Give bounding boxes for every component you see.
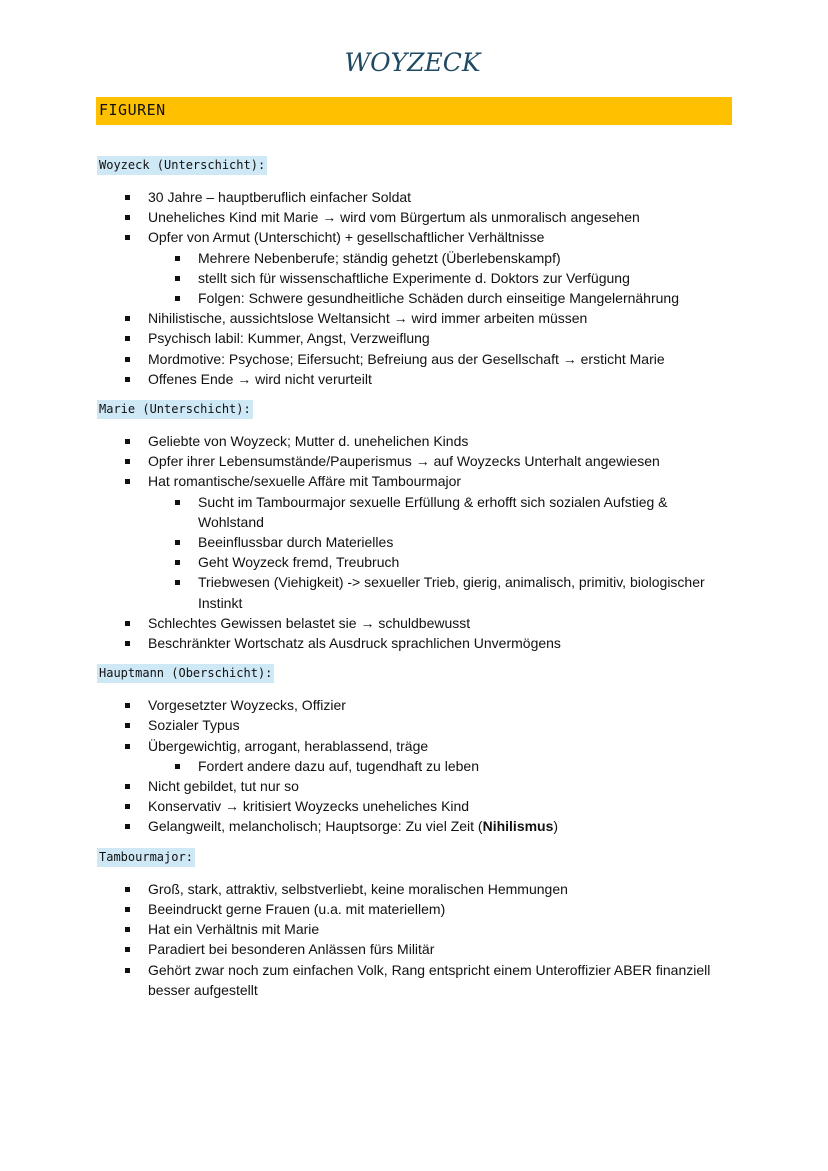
item-text: Mehrere Nebenberufe; ständig gehetzt (Überlebenskampf) — [198, 249, 561, 266]
item-text: Gehört zwar noch zum einfachen Volk, Rang entspricht einem Unteroffizier ABER finanziell besser aufgestellt — [148, 961, 711, 998]
document-content — [97, 156, 737, 1011]
item-text: Opfer von Armut (Unterschicht) + gesellschaftlicher Verhältnisse — [148, 229, 545, 246]
item-text: Hat ein Verhältnis mit Marie — [148, 921, 320, 938]
sub-list-item — [97, 268, 737, 288]
item-text: Hat romantische/sexuelle Affäre mit Tambourmajor — [148, 473, 462, 490]
section-marie — [97, 400, 737, 653]
list-item — [97, 431, 737, 451]
section-heading: Hauptmann (Oberschicht): — [97, 664, 274, 683]
item-text: Beeinflussbar durch Materielles — [198, 534, 394, 551]
bullet-list — [97, 695, 737, 836]
list-item — [97, 451, 737, 471]
list-item — [97, 613, 737, 633]
bullet-list — [97, 431, 737, 653]
bullet-list — [97, 187, 737, 389]
item-text: Geliebte von Woyzeck; Mutter d. unehelichen Kinds — [148, 433, 469, 450]
document-title — [0, 48, 720, 77]
bullet-list — [97, 879, 737, 1000]
sub-list-item — [97, 248, 737, 268]
section-heading: Marie (Unterschicht): — [97, 400, 253, 419]
sub-list-item — [97, 492, 737, 532]
list-item — [97, 919, 737, 939]
item-text: Groß, stark, attraktiv, selbstverliebt, keine moralischen Hemmungen — [148, 880, 568, 897]
list-item — [97, 960, 737, 1000]
list-item — [97, 939, 737, 959]
item-text: Sozialer Typus — [148, 717, 240, 734]
item-text: Paradiert bei besonderen Anlässen fürs Militär — [148, 941, 435, 958]
list-item — [97, 471, 737, 491]
section-hauptmann — [97, 664, 737, 836]
item-text: Geht Woyzeck fremd, Treubruch — [198, 554, 400, 571]
item-text: Offenes Ende → wird nicht verurteilt — [148, 370, 372, 387]
item-text: Vorgesetzter Woyzecks, Offizier — [148, 697, 346, 714]
item-text: Übergewichtig, arrogant, herablassend, träge — [148, 737, 429, 754]
item-text: Nicht gebildet, tut nur so — [148, 778, 299, 795]
section-bar — [96, 97, 732, 125]
list-item — [97, 879, 737, 899]
item-text: Triebwesen (Viehigkeit) -> sexueller Trieb, gierig, animalisch, primitiv, biologischer Instinkt — [198, 574, 705, 611]
list-item — [97, 899, 737, 919]
item-text: Uneheliches Kind mit Marie → wird vom Bürgertum als unmoralisch angesehen — [148, 209, 640, 226]
list-item — [97, 633, 737, 653]
item-bold-text: Nihilismus — [482, 818, 554, 835]
list-item — [97, 796, 737, 816]
item-text: stellt sich für wissenschaftliche Experimente d. Doktors zur Verfügung — [198, 269, 630, 286]
section-heading: Tambourmajor: — [97, 848, 195, 867]
section-woyzeck — [97, 156, 737, 389]
item-text: Psychisch labil: Kummer, Angst, Verzweiflung — [148, 330, 430, 347]
list-item — [97, 776, 737, 796]
item-text: Nihilistische, aussichtslose Weltansicht → wird immer arbeiten müssen — [148, 310, 588, 327]
list-item — [97, 715, 737, 735]
list-item — [97, 227, 737, 247]
item-text: Gelangweilt, melancholisch; Hauptsorge: Zu viel Zeit ( — [148, 818, 483, 835]
item-text-after: ) — [553, 818, 559, 835]
list-item — [97, 369, 737, 389]
list-item — [97, 736, 737, 756]
item-text: Sucht im Tambourmajor sexuelle Erfüllung & erhofft sich sozialen Aufstieg & Wohlstand — [198, 493, 668, 530]
sub-list-item — [97, 552, 737, 572]
list-item — [97, 187, 737, 207]
list-item — [97, 816, 737, 836]
item-text: Schlechtes Gewissen belastet sie → schuldbewusst — [148, 614, 471, 631]
item-text: Beeindruckt gerne Frauen (u.a. mit materiellem) — [148, 900, 446, 917]
item-text: Folgen: Schwere gesundheitliche Schäden durch einseitige Mangelernährung — [198, 290, 679, 307]
item-text: 30 Jahre – hauptberuflich einfacher Soldat — [148, 189, 412, 205]
item-text: Konservativ → kritisiert Woyzecks uneheliches Kind — [148, 798, 470, 815]
section-bar-label: FIGUREN — [99, 101, 166, 119]
item-text: Opfer ihrer Lebensumstände/Pauperismus → auf Woyzecks Unterhalt angewiesen — [148, 453, 660, 470]
sub-list-item — [97, 288, 737, 308]
list-item — [97, 207, 737, 227]
item-text: Fordert andere dazu auf, tugendhaft zu leben — [198, 757, 479, 774]
sub-list-item — [97, 756, 737, 776]
item-text: Beschränkter Wortschatz als Ausdruck sprachlichen Unvermögens — [148, 635, 561, 652]
sub-list-item — [97, 572, 737, 612]
list-item — [97, 695, 737, 715]
item-text: Mordmotive: Psychose; Eifersucht; Befreiung aus der Gesellschaft → ersticht Marie — [148, 350, 665, 367]
sub-list-item — [97, 532, 737, 552]
list-item — [97, 349, 737, 369]
list-item — [97, 328, 737, 348]
section-heading: Woyzeck (Unterschicht): — [97, 156, 267, 175]
list-item — [97, 308, 737, 328]
section-tambourmajor — [97, 848, 737, 1000]
title-text: WOYZECK — [344, 48, 481, 77]
